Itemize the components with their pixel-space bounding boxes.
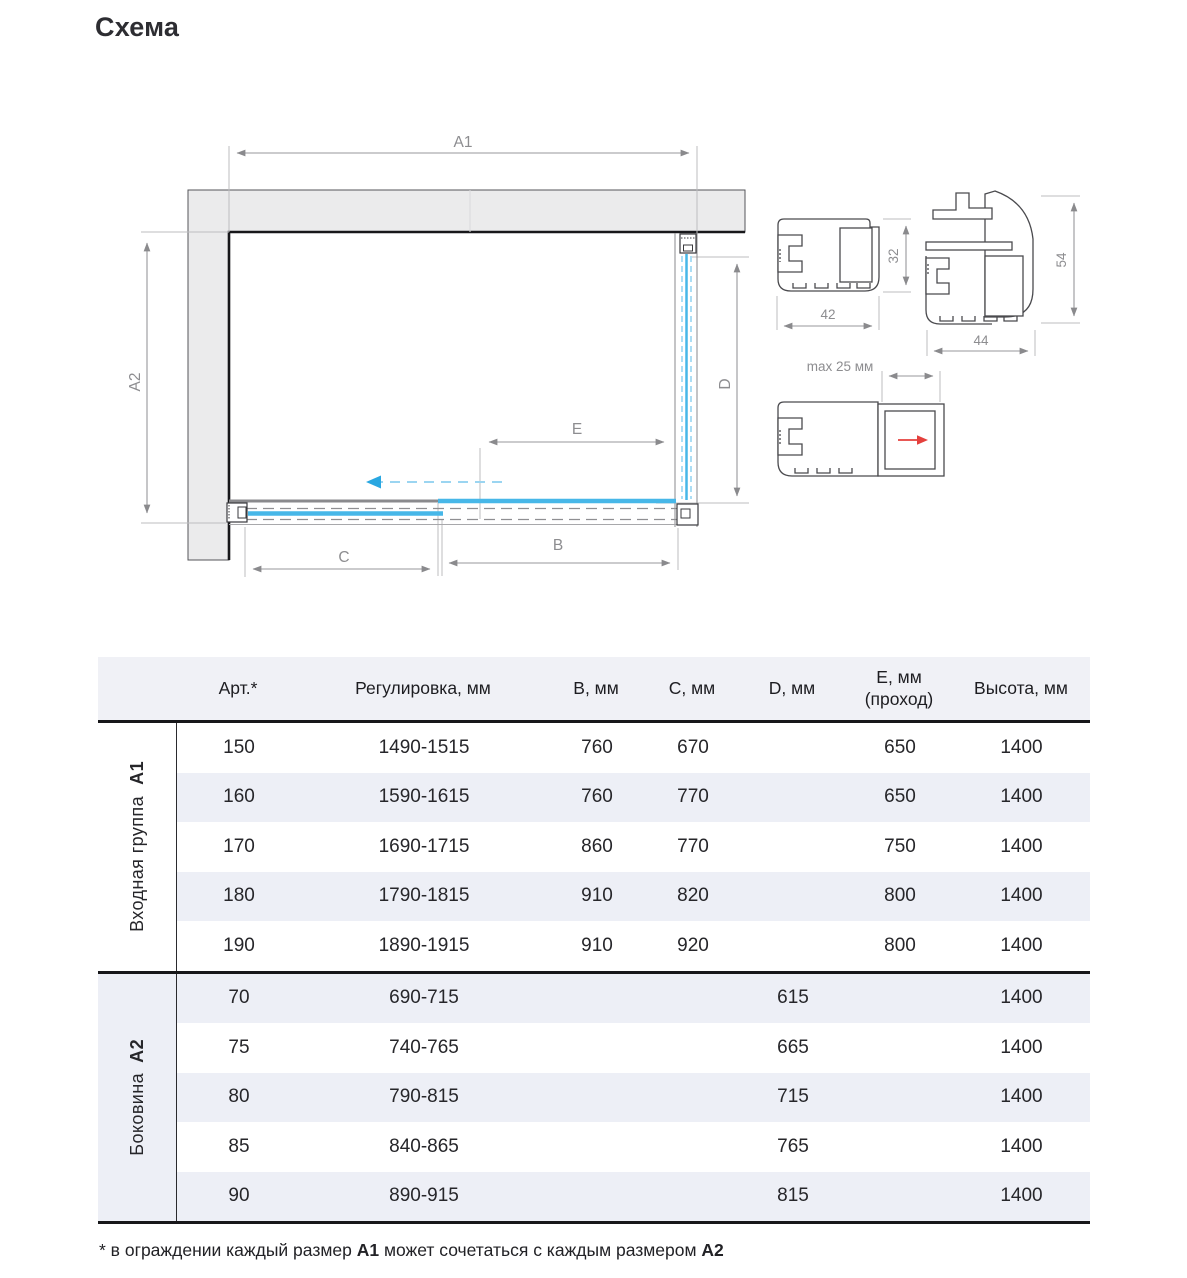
cell-b: 760	[581, 786, 613, 808]
cell-reg: 840-865	[389, 1135, 459, 1157]
cell-c: 820	[677, 885, 709, 907]
cell-b: 760	[581, 736, 613, 758]
cell-e: 650	[884, 736, 916, 758]
cell-reg: 690-715	[389, 987, 459, 1009]
size-table	[98, 657, 1090, 1224]
cell-h: 1400	[1000, 1036, 1043, 1058]
dim-label-a2: A2	[127, 372, 144, 392]
dim-label-d: D	[717, 378, 734, 390]
cell-reg: 1890-1915	[378, 934, 470, 956]
cell-e: 800	[884, 934, 916, 956]
cell-h: 1400	[1000, 987, 1043, 1009]
cell-d: 615	[777, 987, 809, 1009]
cell-art: 170	[223, 835, 255, 857]
corner-connector	[677, 504, 698, 525]
header-cell-height: Высота, мм	[974, 677, 1068, 698]
table-row	[177, 921, 1090, 971]
cell-b: 910	[581, 885, 613, 907]
cell-h: 1400	[1000, 786, 1043, 808]
wall-bracket-top	[680, 234, 696, 253]
dim-label-42: 42	[820, 307, 836, 322]
table-row	[177, 1172, 1090, 1222]
table-row	[177, 822, 1090, 872]
cell-e: 750	[884, 835, 916, 857]
cell-art: 180	[223, 885, 255, 907]
table-row	[177, 773, 1090, 823]
cell-h: 1400	[1000, 1135, 1043, 1157]
side-panel-frame	[675, 233, 697, 527]
header-cell-c: С, мм	[668, 677, 716, 698]
cell-h: 1400	[1000, 1086, 1043, 1108]
table-row	[177, 1122, 1090, 1172]
table-row	[177, 1073, 1090, 1123]
profile-section-2	[926, 191, 1033, 324]
group-label-a1: А1 Входная группа	[126, 761, 147, 933]
dim-label-32: 32	[886, 248, 901, 264]
group-label-a2: А2 Боковина	[98, 974, 176, 1222]
table-group-a2	[98, 974, 1090, 1225]
dim-label-44: 44	[973, 333, 989, 348]
cell-art: 150	[223, 736, 255, 758]
cell-art: 190	[223, 934, 255, 956]
header-cell-d: D, мм	[768, 677, 816, 698]
cell-b: 860	[581, 835, 613, 857]
walls	[188, 190, 745, 560]
table-row	[177, 1023, 1090, 1073]
cell-h: 1400	[1000, 1185, 1043, 1207]
cell-reg: 1490-1515	[378, 736, 470, 758]
cell-reg: 1590-1615	[378, 786, 470, 808]
cell-reg: 890-915	[389, 1185, 459, 1207]
cell-c: 770	[677, 835, 709, 857]
cell-reg: 740-765	[389, 1036, 459, 1058]
dim-label-e: E	[571, 421, 583, 438]
cell-h: 1400	[1000, 885, 1043, 907]
dim-label-b: B	[552, 537, 564, 554]
footnote: * в ограждении каждый размер А1 может сочетаться с каждым размером А2	[99, 1240, 724, 1260]
cell-reg: 1790-1815	[378, 885, 470, 907]
cell-h: 1400	[1000, 736, 1043, 758]
cell-art: 85	[228, 1135, 250, 1157]
table-row	[177, 723, 1090, 773]
table-header	[98, 657, 1090, 723]
cell-b: 910	[581, 934, 613, 956]
cell-c: 770	[677, 786, 709, 808]
door-direction-arrow	[366, 476, 502, 489]
cell-art: 70	[228, 987, 250, 1009]
cell-art: 75	[228, 1036, 250, 1058]
dim-label-max25: max 25 мм	[806, 359, 874, 374]
cell-reg: 790-815	[389, 1086, 459, 1108]
table-row	[177, 872, 1090, 922]
cell-e: 650	[884, 786, 916, 808]
cell-c: 920	[677, 934, 709, 956]
cell-h: 1400	[1000, 934, 1043, 956]
dim-label-c: C	[338, 549, 350, 566]
wall-profile-left	[227, 503, 247, 522]
header-cell-reg: Регулировка, мм	[355, 677, 491, 698]
cell-e: 800	[884, 885, 916, 907]
cell-art: 90	[228, 1185, 250, 1207]
cell-art: 80	[228, 1086, 250, 1108]
cell-d: 665	[777, 1036, 809, 1058]
cell-d: 715	[777, 1086, 809, 1108]
sliding-system	[227, 501, 698, 525]
profile-section-1	[778, 219, 879, 291]
header-cell-art: Арт.*	[218, 677, 258, 698]
table-row	[177, 974, 1090, 1024]
cell-d: 815	[777, 1185, 809, 1207]
cell-d: 765	[777, 1135, 809, 1157]
header-cell-e: Е, мм (проход)	[864, 666, 934, 709]
dim-label-54: 54	[1054, 252, 1069, 268]
table-group-a1	[98, 723, 1090, 974]
cell-h: 1400	[1000, 835, 1043, 857]
page-title: Схема	[95, 12, 180, 42]
header-cell-b: В, мм	[573, 677, 619, 698]
cell-reg: 1690-1715	[378, 835, 470, 857]
dim-label-a1: A1	[453, 134, 473, 151]
cell-art: 160	[223, 786, 255, 808]
cell-c: 670	[677, 736, 709, 758]
